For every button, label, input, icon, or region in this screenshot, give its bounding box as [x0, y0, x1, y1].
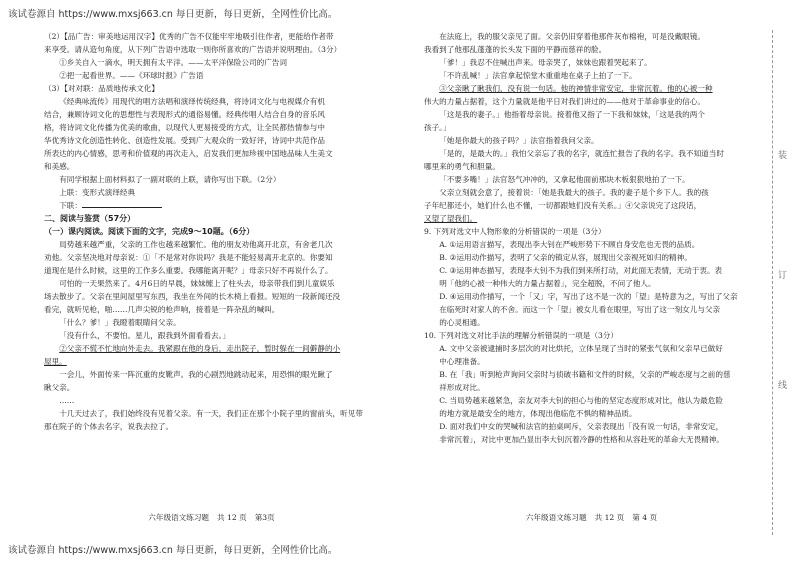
q10-option-c[interactable]: C. 当局势越来越紧急，亲友对李大钊的担心与他的坚定态度形成对比，他认为最危险	[439, 396, 723, 405]
binding-line	[772, 30, 773, 535]
passage-line: 「她是你最大的孩子吗？」法官指着我问父亲。	[439, 136, 599, 145]
q3-paragraph-line: 所表达的内心情感，思考和价值观的再次走入，启发我们更加珍视中国地品味人生美文	[44, 149, 333, 158]
passage-line: 「不许乱喊！」法官拿起惊堂木重重地在桌子上拍了一下。	[439, 71, 637, 80]
q9-option-d-cont: 在临死时对家人的不舍。而这一个「望」被女儿看在眼里，写出了这一刻女儿与父亲	[439, 305, 721, 314]
q10-option-b[interactable]: B. 在「我」听到枪声询问父亲时与侦破书籍和文件的时候，父亲的严峻态度与之前的慈	[439, 370, 731, 379]
passage-line: 伟大的力量占据着，这个力量就是他平日对我们讲过的——他对于革命事业的信心。	[424, 97, 705, 106]
left-page-footer	[44, 512, 379, 523]
q9-option-c[interactable]: C. ③运用神态描写，表现李大钊不为我们到来所打动，对此面无表情，无动于衷。表	[439, 266, 723, 275]
passage-line: 在法庭上，我的服父亲见了面。父亲仍旧穿着他那件灰布棉袍，可是没戴眼镜。	[439, 32, 705, 41]
passage-line-underlined: 又望了望我们。	[424, 214, 478, 223]
passage-line: 子年纪都还小，她们什么也不懂，一切都跟她们没有关系。」④父亲说完了这段话，	[424, 201, 702, 210]
passage-line: 场去散步了。父亲在里间屋里写东西，我坐在外间的长木椅上看报。短短的一段新闻还没	[44, 292, 341, 301]
couplet-lower-label: 下联：	[59, 201, 82, 210]
q2-instruction-line1: （2）【品广告：审美地运用汉字】优秀的广告不仅能牢牢地吸引住作者，更能给作者带	[44, 32, 334, 41]
bottom-watermark-banner: 该试卷源自 https://www.mxsj663.cn 每日更新，每日更新，全网性价比高。	[8, 545, 338, 556]
passage-line: 我看到了他那乱蓬蓬的长头发下面的平静而慈祥的脸。	[424, 45, 607, 54]
passage-line: 「没有什么，不要怕。星儿，跟我到外面看看去。」	[59, 331, 231, 340]
q2-instruction-line2: 来享受。请从造句角度，从下列广告语中选取一则你所喜欢的广告语并说明理由。（3分）	[44, 45, 342, 54]
passage-line-underlined: 屋里。	[44, 357, 67, 366]
couplet-lower	[44, 199, 379, 212]
q9-option-c-cont: 明「他的心被一种伟大的力量占据着」，完全超脱，不问了他人。	[439, 279, 656, 288]
question-9-stem: 9. 下列对选文中人物形象的分析错误的一项是（3分）	[424, 227, 606, 236]
q3-paragraph-line: 和美感。	[44, 162, 75, 171]
passage-line: 瞅父亲。	[44, 383, 75, 392]
passage-line: 一会儿，外面传来一阵沉重的皮靴声。我的心剧烈地跳动起来，用恐惧的眼光瞅了	[59, 370, 333, 379]
passage-line: 看完，就听见枪，啪……几声尖锐的枪声响，接着是一阵杂乱的喊叫。	[44, 305, 280, 314]
footer-total: 共 12 页	[594, 513, 625, 522]
binding-char: 线	[776, 380, 786, 389]
q10-option-d-cont: 非常沉着」，对比中更加凸显出李大钊沉着冷静的性格和从容赴死的革命大无畏精神。	[439, 435, 724, 444]
passage-line-underlined: ②父亲不慌不忙地向外走去。我紧跟在他的身后，走出院子，暂时躲在一间僻静的小	[59, 344, 341, 353]
passage-line-underlined: ③父亲瞅了瞅我们，没有说一句话。他的神情非常安定，非常沉着。他的心被一种	[439, 84, 713, 93]
binding-char: 装	[776, 150, 786, 159]
passage-line: 「什么？爹！」我瞪着眼睛问父亲。	[59, 318, 181, 327]
right-page-footer	[424, 512, 759, 523]
footer-total: 共 12 页	[217, 513, 247, 522]
binding-char: 订	[776, 270, 786, 279]
passage-line: 劝他。父亲坚决地对母亲说：①「不是常对你说吗？我是不能轻易离开北京的。你要知	[44, 253, 333, 262]
q3-paragraph-line: 华优秀诗文化创造性转化、创造性发展。受到广大观众的一致好评，诗词中共范作品	[44, 136, 325, 145]
passage-line: 局势越来越严重，父亲的工作也越来越繁忙。他的朋友劝他离开北京，有舍老几次	[59, 240, 333, 249]
ad-option-2: ②把一起看世界。——《环球时报》广告语	[59, 71, 204, 80]
passage-line: 「是的，是最大的。」我怕父亲忘了我的名字，就连忙报告了我的名字。我不知道当时	[439, 149, 724, 158]
footer-course: 六年级语文练习题	[148, 513, 210, 522]
ad-option-1: ①乡关自入一滴水，明天拥有太平洋。——太平洋保险公司的广告词	[59, 58, 287, 67]
q3-paragraph-line: 结合，兼顾诗词文化的思想性与表现形式的通俗易懂。经典传唱人结合自身的音乐风	[44, 110, 325, 119]
question-10-stem: 10. 下列对选文对比手法的理解分析错误的一项是（3分）	[424, 331, 618, 340]
in-class-reading-heading: （一）课内阅读。阅读下面的文字，完成9～10题。（6分）	[44, 227, 255, 236]
passage-line: 可怕的一天果然来了。4月6日的早晨，妹妹缠上了柱头去，母亲带我们到儿童娱乐	[59, 279, 335, 288]
q9-option-a[interactable]: A. ①运用语言描写，表现出李大钊在严峻形势下不顾自身安危也无畏的品质。	[439, 240, 700, 249]
passage-line: 哪里来的勇气和胆量。	[424, 162, 500, 171]
passage-line: 那在院子的个体去名字，说我去拉了。	[44, 422, 174, 431]
couplet-instruction: 有同学根据上面材料拟了一副对联的上联，请你写出下联。（2分）	[59, 175, 281, 184]
q10-option-a-cont: 中心理准备。	[439, 357, 485, 366]
passage-line: 孩子。」	[424, 123, 451, 132]
passage-line: 「这是我的妻子。」他指着母亲说。接着他又指了一下我和妹妹，「这是我的两个	[439, 110, 705, 119]
q9-option-d[interactable]: D. ④运用动作描写，一个「又」字，写出了这不是一次的「望」是特意为之，写出了父亲	[439, 292, 738, 301]
q9-option-b[interactable]: B. ②运用动作描写，表明了父亲的镇定从容，展现出父亲视死如归的精神。	[439, 253, 692, 262]
footer-page-number: 第 4 页	[632, 513, 658, 522]
passage-line: 「爹！」我忍不住喊出声来。母亲哭了，妹妹也跟着哭起来了。	[439, 58, 652, 67]
q3-heading: （3）【对对联：品质地传承文化】	[44, 84, 159, 93]
q10-option-c-cont: 的地方就是最安全的地方，体现出他临危不惧的精神品质。	[439, 409, 637, 418]
passage-line: 十几天过去了，我们始终没有见着父亲。有一天，我们正在那个小院子里的窗前头，听见带	[59, 409, 363, 418]
footer-page-number: 第3页	[254, 513, 275, 522]
section-two-heading: 二、阅读与鉴赏（57分）	[44, 214, 136, 223]
footer-course: 六年级语文练习题	[525, 513, 587, 522]
right-page	[424, 30, 759, 535]
couplet-upper: 上联：变形式演绎经典	[59, 188, 136, 197]
q9-option-d-cont: 的心灵相通。	[439, 318, 485, 327]
top-watermark-banner: 该试卷源自 https://www.mxsj663.cn 每日更新，每日更新，全网性价比高。	[8, 9, 338, 20]
q3-paragraph-line: 格，将诗词文化传播为优美的歌曲，以现代人更易接受的方式，让全民都热情参与中	[44, 123, 325, 132]
passage-line: 父亲立刻就会意了，接着说：「她是我最大的孩子。我的妻子是个乡下人。我的孩	[439, 188, 709, 197]
left-page	[44, 30, 379, 535]
q10-option-a[interactable]: A. 文中父亲被逮捕时多层次的对比烘托，立体呈现了当时的紧张气氛和父亲早已做好	[439, 344, 723, 353]
answer-blank[interactable]	[82, 199, 162, 208]
passage-line: 道现在是什么时候，这里的工作多么重要。我哪能离开呢？」母亲只好不再说什么了。	[44, 266, 333, 275]
q10-option-b-cont: 祥形成对比。	[439, 383, 485, 392]
passage-ellipsis: ……	[59, 396, 75, 405]
passage-line: 「不要多嘴！」法官怒气冲冲的，又拿起他面前那块木板狠狠地拍了一下。	[439, 175, 690, 184]
q10-option-d[interactable]: D. 面对我们中女的哭喊和法官的拍桌呵斥，父亲表现出「没有说一句话，非常安定，	[439, 422, 724, 431]
q3-paragraph-line: 《经典咏流传》用现代的唱方法唱和演绎传统经典，将诗词文化与电视媒介有机	[59, 97, 325, 106]
